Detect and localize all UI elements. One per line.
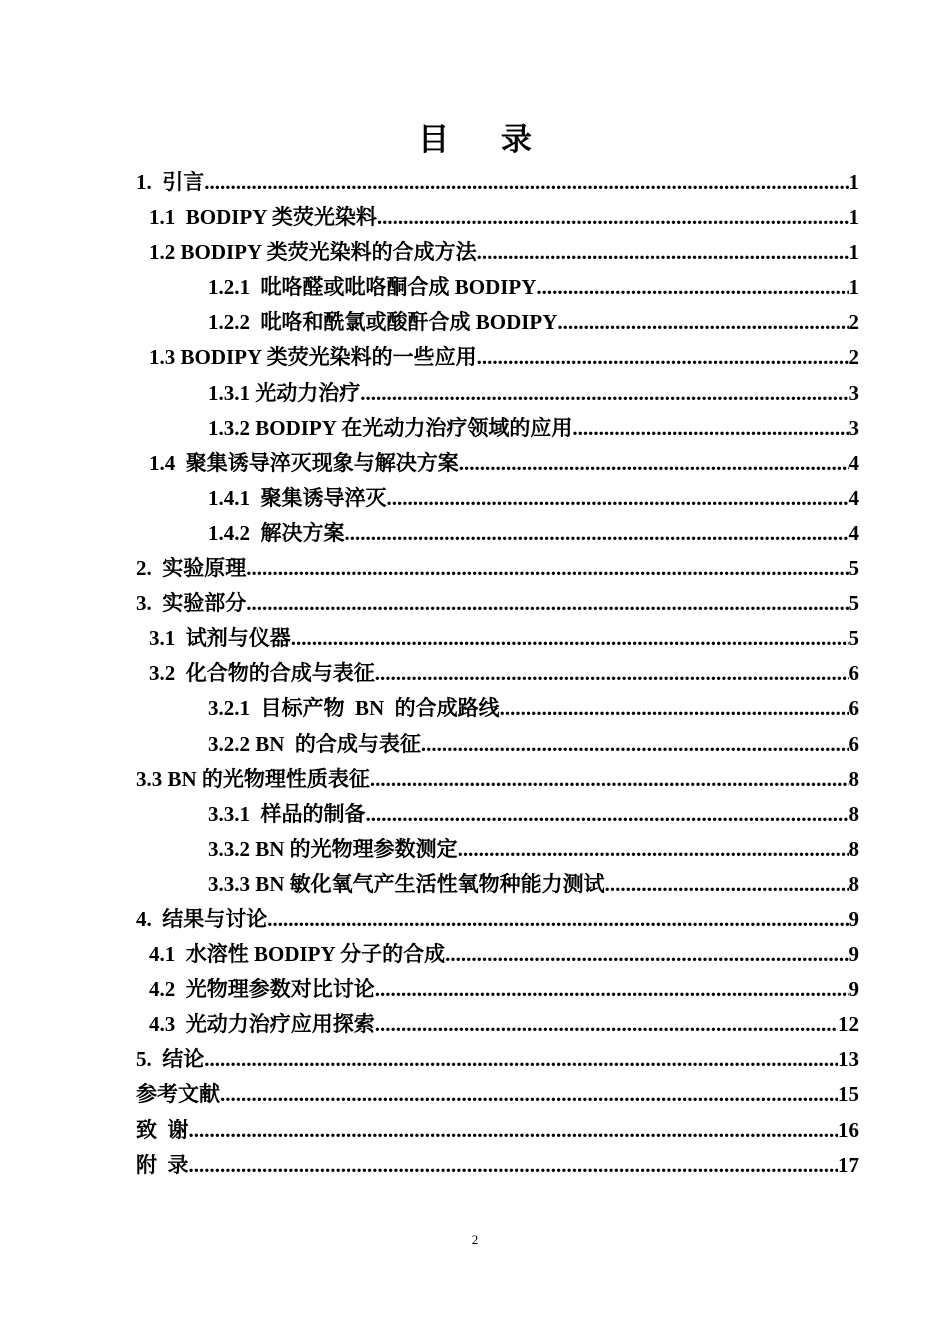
toc-entry-page: 5 bbox=[848, 591, 859, 616]
toc-entry-page: 3 bbox=[848, 415, 859, 440]
toc-entry[interactable] bbox=[136, 762, 859, 797]
toc-entry[interactable] bbox=[136, 340, 859, 375]
toc-entry[interactable] bbox=[136, 797, 859, 832]
toc-entry[interactable] bbox=[136, 691, 859, 726]
toc-entry-page: 6 bbox=[848, 661, 859, 686]
toc-entry-page: 6 bbox=[848, 696, 859, 721]
toc-entry[interactable] bbox=[136, 376, 859, 411]
toc-entry[interactable] bbox=[136, 200, 859, 235]
toc-entry-label: 4.3 光动力治疗应用探索 bbox=[149, 1012, 375, 1037]
toc-entry-page: 8 bbox=[848, 871, 859, 896]
toc-entry-label: 3.3.3 BN 敏化氧气产生活性氧物种能力测试 bbox=[208, 871, 605, 896]
toc-dot-leader bbox=[387, 481, 849, 516]
toc-entry-label: 1.2 BODIPY 类荧光染料的合成方法 bbox=[149, 240, 477, 265]
toc-entry-label: 1.3 BODIPY 类荧光染料的一些应用 bbox=[149, 345, 477, 370]
toc-entry[interactable] bbox=[136, 727, 859, 762]
page-number: 2 bbox=[471, 1232, 479, 1247]
toc-entry[interactable] bbox=[136, 1007, 859, 1042]
toc-entry[interactable] bbox=[136, 972, 859, 1007]
toc-entry[interactable] bbox=[136, 902, 859, 937]
toc-dot-leader bbox=[345, 516, 849, 551]
toc-entry-page: 17 bbox=[838, 1152, 859, 1177]
toc-dot-leader bbox=[445, 937, 848, 972]
toc-entry-label: 4.2 光物理参数对比讨论 bbox=[149, 977, 375, 1002]
toc-dot-leader bbox=[500, 691, 849, 726]
toc-entry-label: 3.2.1 目标产物 BN 的合成路线 bbox=[208, 696, 500, 721]
toc-entry[interactable] bbox=[136, 411, 859, 446]
toc-entry-page: 12 bbox=[838, 1012, 859, 1037]
toc-dot-leader bbox=[366, 797, 849, 832]
toc-entry[interactable] bbox=[136, 446, 859, 481]
toc-dot-leader bbox=[375, 1007, 838, 1042]
toc-entry-label: 1.4.2 解决方案 bbox=[208, 520, 345, 545]
toc-entry-label: 1.4 聚集诱导淬灭现象与解决方案 bbox=[149, 450, 459, 475]
toc-entry-label: 参考文献 bbox=[136, 1082, 220, 1107]
toc-entry-page: 9 bbox=[848, 906, 859, 931]
toc-dot-leader bbox=[421, 727, 849, 762]
toc-entry-page: 8 bbox=[848, 801, 859, 826]
toc-entry-page: 8 bbox=[848, 836, 859, 861]
toc-entry-page: 4 bbox=[848, 520, 859, 545]
toc-entry-label: 4.1 水溶性 BODIPY 分子的合成 bbox=[149, 942, 446, 967]
toc-dot-leader bbox=[267, 902, 848, 937]
toc-entry-page: 5 bbox=[848, 626, 859, 651]
toc-entry[interactable] bbox=[136, 235, 859, 270]
toc-dot-leader bbox=[536, 270, 848, 305]
toc-entry[interactable] bbox=[136, 165, 859, 200]
toc-title: 目 录 bbox=[418, 122, 554, 157]
toc-entry-page: 1 bbox=[848, 275, 859, 300]
toc-entry[interactable] bbox=[136, 832, 859, 867]
toc-entry-label: 1.4.1 聚集诱导淬灭 bbox=[208, 485, 387, 510]
toc-entry[interactable] bbox=[136, 1042, 859, 1077]
toc-entry[interactable] bbox=[136, 481, 859, 516]
toc-entry-page: 2 bbox=[848, 310, 859, 335]
toc-entry[interactable] bbox=[136, 656, 859, 691]
toc-entry[interactable] bbox=[136, 1077, 859, 1112]
toc-entry-label: 5. 结论 bbox=[136, 1047, 205, 1072]
toc-dot-leader bbox=[220, 1077, 838, 1112]
toc-entry-page: 8 bbox=[848, 766, 859, 791]
toc-entry[interactable] bbox=[136, 516, 859, 551]
toc-entry-label: 3.3 BN 的光物理性质表征 bbox=[136, 766, 370, 791]
toc-entry-page: 5 bbox=[848, 556, 859, 581]
toc-entry-label: 3.3.1 样品的制备 bbox=[208, 801, 366, 826]
toc-entry[interactable] bbox=[136, 867, 859, 902]
toc-dot-leader bbox=[377, 200, 849, 235]
toc-dot-leader bbox=[477, 340, 849, 375]
toc-dot-leader bbox=[291, 621, 849, 656]
toc-entry[interactable] bbox=[136, 621, 859, 656]
toc-dot-leader bbox=[360, 376, 848, 411]
toc-entry-page: 2 bbox=[848, 345, 859, 370]
toc-entry-label: 4. 结果与讨论 bbox=[136, 906, 268, 931]
toc-entry-label: 1.2.1 吡咯醛或吡咯酮合成 BODIPY bbox=[208, 275, 537, 300]
toc-dot-leader bbox=[189, 1113, 839, 1148]
toc-dot-leader bbox=[204, 165, 848, 200]
toc-dot-leader bbox=[375, 972, 849, 1007]
toc-entry-page: 15 bbox=[838, 1082, 859, 1107]
toc-entry-page: 6 bbox=[848, 731, 859, 756]
toc-entry[interactable] bbox=[136, 937, 859, 972]
toc-entry-label: 致 谢 bbox=[136, 1117, 189, 1142]
toc-list bbox=[136, 165, 859, 1183]
toc-entry-page: 4 bbox=[848, 485, 859, 510]
toc-entry-label: 3.3.2 BN 的光物理参数测定 bbox=[208, 836, 458, 861]
toc-entry[interactable] bbox=[136, 270, 859, 305]
toc-dot-leader bbox=[375, 656, 849, 691]
toc-entry-label: 3.1 试剂与仪器 bbox=[149, 626, 291, 651]
toc-entry-page: 4 bbox=[848, 450, 859, 475]
toc-dot-leader bbox=[246, 551, 848, 586]
toc-entry-page: 1 bbox=[848, 205, 859, 230]
toc-entry-page: 3 bbox=[848, 380, 859, 405]
toc-dot-leader bbox=[204, 1042, 838, 1077]
toc-dot-leader bbox=[572, 411, 848, 446]
toc-entry-label: 1.3.1 光动力治疗 bbox=[208, 380, 361, 405]
toc-entry-label: 附 录 bbox=[136, 1152, 189, 1177]
toc-entry-label: 1.1 BODIPY 类荧光染料 bbox=[149, 205, 377, 230]
toc-entry[interactable] bbox=[136, 551, 859, 586]
toc-entry-label: 1.3.2 BODIPY 在光动力治疗领域的应用 bbox=[208, 415, 573, 440]
toc-entry-label: 1.2.2 吡咯和酰氯或酸酐合成 BODIPY bbox=[208, 310, 558, 335]
toc-dot-leader bbox=[370, 762, 849, 797]
toc-entry[interactable] bbox=[136, 305, 859, 340]
toc-dot-leader bbox=[605, 867, 849, 902]
toc-entry-label: 3. 实验部分 bbox=[136, 591, 247, 616]
toc-entry-label: 3.2 化合物的合成与表征 bbox=[149, 661, 375, 686]
toc-dot-leader bbox=[189, 1148, 839, 1183]
toc-entry-label: 3.2.2 BN 的合成与表征 bbox=[208, 731, 421, 756]
toc-entry-page: 13 bbox=[838, 1047, 859, 1072]
toc-entry-page: 9 bbox=[848, 942, 859, 967]
toc-dot-leader bbox=[246, 586, 848, 621]
toc-dot-leader bbox=[477, 235, 849, 270]
toc-entry-label: 1. 引言 bbox=[136, 170, 205, 194]
toc-entry-page: 1 bbox=[848, 170, 859, 194]
toc-dot-leader bbox=[557, 305, 848, 340]
toc-entry-page: 1 bbox=[848, 240, 859, 265]
toc-entry-label: 2. 实验原理 bbox=[136, 556, 247, 581]
toc-entry-page: 9 bbox=[848, 977, 859, 1002]
toc-dot-leader bbox=[458, 832, 849, 867]
toc-entry-page: 16 bbox=[838, 1117, 859, 1142]
toc-dot-leader bbox=[459, 446, 849, 481]
toc-entry[interactable] bbox=[136, 586, 859, 621]
toc-entry[interactable] bbox=[136, 1148, 859, 1183]
toc-entry[interactable] bbox=[136, 1113, 859, 1148]
